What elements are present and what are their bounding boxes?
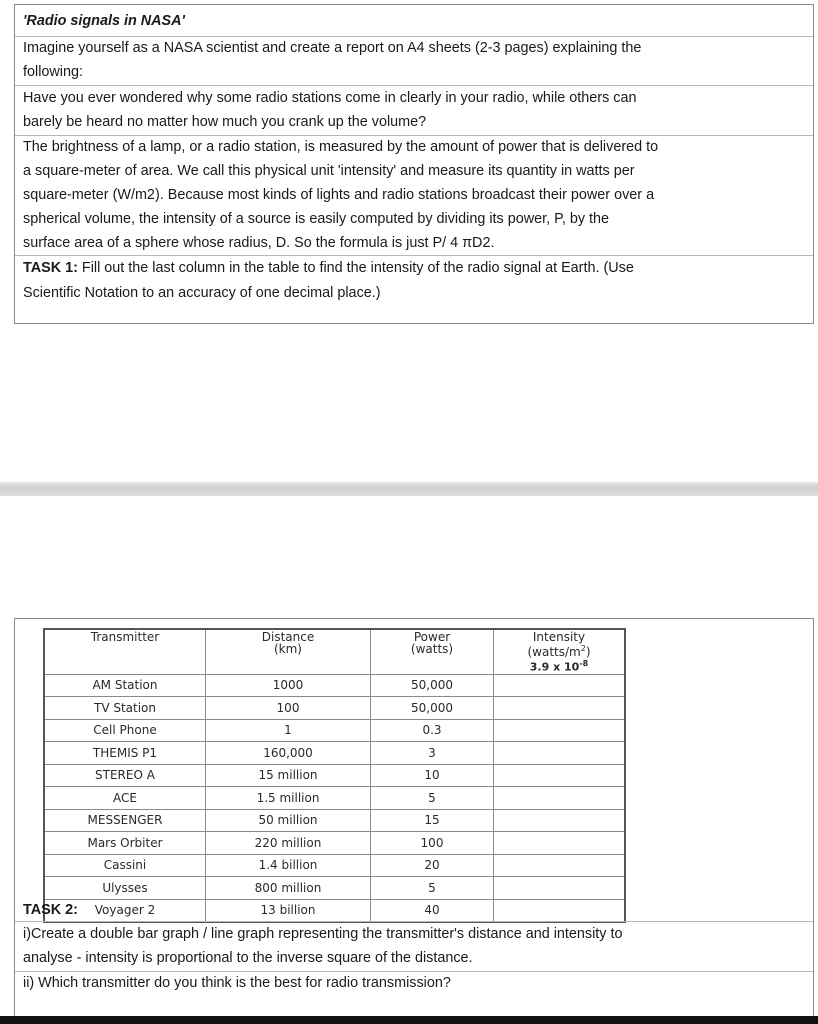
unit-sup: 2 — [580, 644, 586, 653]
cell-distance: 1.4 billion — [206, 854, 371, 877]
intro-line: Imagine yourself as a NASA scientist and create a report on A4 sheets (2-3 pages) explaining the — [23, 40, 642, 56]
header-power-label: Power — [413, 630, 451, 644]
document-title: 'Radio signals in NASA' — [23, 13, 185, 29]
cell-distance: 100 — [206, 697, 371, 720]
cell-power: 100 — [371, 832, 494, 855]
cell-intensity[interactable] — [494, 697, 626, 720]
cell-transmitter: Cassini — [44, 854, 206, 877]
divider — [15, 85, 813, 86]
table-row — [44, 719, 625, 742]
table-row — [44, 742, 625, 765]
intro-line: a square-meter of area. We call this physical unit 'intensity' and measure its quantity in watts per — [23, 163, 635, 179]
cell-power: 50,000 — [371, 674, 494, 697]
task1-label: TASK 1: — [23, 260, 78, 276]
intro-line: Have you ever wondered why some radio stations come in clearly in your radio, while others can — [23, 90, 637, 106]
bottom-edge — [0, 1016, 818, 1024]
intensity-table — [43, 628, 626, 923]
divider — [15, 921, 813, 922]
cell-intensity[interactable] — [494, 764, 626, 787]
cell-distance: 220 million — [206, 832, 371, 855]
header-intensity-unit — [494, 643, 624, 658]
cell-transmitter: AM Station — [44, 674, 206, 697]
header-distance-label: Distance — [261, 630, 315, 644]
table-section — [14, 618, 814, 1016]
table-row — [44, 832, 625, 855]
cell-distance: 1 — [206, 719, 371, 742]
cell-intensity[interactable] — [494, 809, 626, 832]
cell-transmitter: Mars Orbiter — [44, 832, 206, 855]
cell-power: 10 — [371, 764, 494, 787]
cell-power: 15 — [371, 809, 494, 832]
cell-power: 5 — [371, 877, 494, 900]
intro-line: surface area of a sphere whose radius, D. So the formula is just P/ 4 πD2. — [23, 235, 495, 251]
table-row — [44, 809, 625, 832]
table-row — [44, 764, 625, 787]
divider — [15, 255, 813, 256]
task2-line: i)Create a double bar graph / line graph representing the transmitter's distance and intensity to — [23, 926, 623, 942]
table-row — [44, 787, 625, 810]
intro-line: spherical volume, the intensity of a source is easily computed by dividing its power, P, by the — [23, 211, 610, 227]
table-row — [44, 854, 625, 877]
cell-power: 5 — [371, 787, 494, 810]
cell-transmitter: ACE — [44, 787, 206, 810]
intensity-base: 3.9 x 10 — [529, 660, 580, 674]
cell-transmitter: Voyager 2 — [44, 899, 206, 922]
cell-intensity[interactable] — [494, 832, 626, 855]
task1-line — [23, 257, 634, 279]
intro-line: square-meter (W/m2). Because most kinds of lights and radio stations broadcast their power over a — [23, 187, 655, 203]
cell-distance: 13 billion — [206, 899, 371, 922]
cell-intensity[interactable] — [494, 854, 626, 877]
header-power — [371, 629, 494, 674]
intro-line: The brightness of a lamp, or a radio station, is measured by the amount of power that is delivered to — [23, 139, 659, 155]
cell-distance: 160,000 — [206, 742, 371, 765]
cell-distance: 1000 — [206, 674, 371, 697]
cell-distance: 1.5 million — [206, 787, 371, 810]
intro-line: barely be heard no matter how much you crank up the volume? — [23, 114, 427, 130]
table-header-row — [44, 629, 625, 674]
intro-section — [14, 4, 814, 324]
cell-power: 20 — [371, 854, 494, 877]
header-intensity-label: Intensity — [532, 630, 586, 644]
cell-distance: 800 million — [206, 877, 371, 900]
cell-transmitter: TV Station — [44, 697, 206, 720]
cell-power: 0.3 — [371, 719, 494, 742]
cell-intensity[interactable] — [494, 742, 626, 765]
table-row — [44, 877, 625, 900]
cell-transmitter: Ulysses — [44, 877, 206, 900]
cell-intensity[interactable] — [494, 877, 626, 900]
task2-line: ii) Which transmitter do you think is the best for radio transmission? — [23, 975, 451, 991]
header-distance — [206, 629, 371, 674]
header-distance-unit: (km) — [273, 642, 302, 656]
task1-line-2: Scientific Notation to an accuracy of one decimal place.) — [23, 285, 381, 301]
cell-power: 50,000 — [371, 697, 494, 720]
intensity-exp: -8 — [579, 659, 589, 668]
task1-text: Fill out the last column in the table to find the intensity of the radio signal at Earth. (Use — [77, 260, 634, 276]
cell-transmitter: STEREO A — [44, 764, 206, 787]
intensity-value-am — [494, 658, 624, 674]
cell-distance: 50 million — [206, 809, 371, 832]
cell-transmitter: Cell Phone — [44, 719, 206, 742]
cell-distance: 15 million — [206, 764, 371, 787]
cell-power: 40 — [371, 899, 494, 922]
cell-transmitter: THEMIS P1 — [44, 742, 206, 765]
intro-line: following: — [23, 64, 83, 80]
unit-text: (watts/m — [527, 645, 581, 659]
header-intensity — [494, 629, 626, 674]
page-separator — [0, 482, 818, 496]
header-power-unit: (watts) — [410, 642, 454, 656]
table-row — [44, 899, 625, 922]
task2-label: TASK 2: — [23, 902, 78, 918]
cell-intensity[interactable] — [494, 787, 626, 810]
unit-text: ) — [585, 645, 591, 659]
cell-transmitter: MESSENGER — [44, 809, 206, 832]
table-body — [44, 674, 625, 922]
task2-line: analyse - intensity is proportional to the inverse square of the distance. — [23, 950, 473, 966]
header-transmitter: Transmitter — [44, 629, 206, 674]
cell-intensity[interactable] — [494, 719, 626, 742]
cell-power: 3 — [371, 742, 494, 765]
table-row — [44, 697, 625, 720]
cell-intensity[interactable] — [494, 899, 626, 922]
table-row — [44, 674, 625, 697]
